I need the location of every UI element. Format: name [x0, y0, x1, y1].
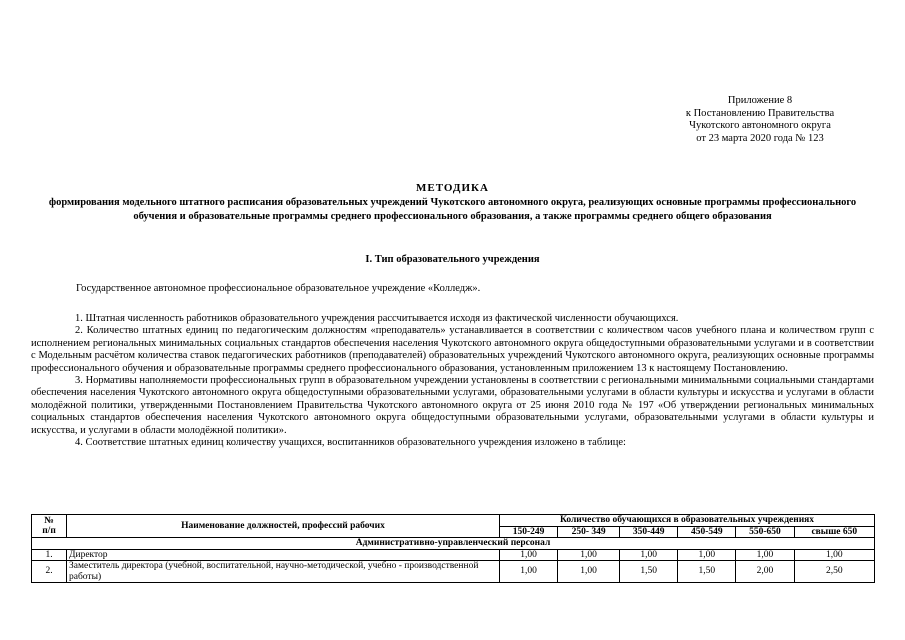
row-value: 1,00	[794, 549, 874, 561]
appendix-line-2: к Постановлению Правительства	[685, 107, 835, 119]
paragraph-3: 3. Нормативы наполняемости профессиональных групп в образовательном учреждении установлены в соответствии с региональными минимальными социальными стандартами обеспечения населения Чукотского автономного округа общедоступными образовательными услугами, образовательными услугами в области культуры и искусства и услугами в области молодёжной политики, утвержденными Постановлением Правительства Чукотского автономного округа от 25 июня 2010 года № 197 «Об утверждении региональных минимальных социальных стандартов обеспечения населения Чукотского автономного округа общедоступными образовательными услугами, образовательными услугами в области культуры и искусства, и услугами в области молодёжной политики».	[31, 375, 874, 436]
row-value: 1,00	[736, 549, 794, 561]
row-value: 1,00	[620, 549, 678, 561]
header-position-name: Наименование должностей, профессий рабочих	[67, 515, 500, 538]
document-subtitle: формирования модельного штатного расписания образовательных учреждений Чукотского автономного округа, реализующих основные программы профессионального обучения и образовательные программы среднего профессионального образования, а также программы среднего общего образования	[48, 197, 857, 222]
row-value: 1,50	[678, 561, 736, 583]
range-1: 250- 349	[558, 526, 620, 538]
row-position-name: Директор	[67, 549, 500, 561]
document-title: МЕТОДИКА	[416, 182, 489, 194]
appendix-line-4: от 23 марта 2020 года № 123	[696, 132, 824, 144]
appendix-line-1: Приложение 8	[727, 95, 793, 106]
header-number: № п/п	[32, 515, 67, 538]
row-value: 1,00	[678, 549, 736, 561]
table-row	[32, 561, 875, 583]
category-row	[32, 538, 875, 550]
row-value: 1,00	[500, 561, 558, 583]
category-label: Административно-управленческий персонал	[32, 538, 875, 550]
range-5: свыше 650	[794, 526, 874, 538]
staff-table	[31, 514, 875, 583]
table-header-row	[32, 515, 875, 527]
paragraph-2: 2. Количество штатных единиц по педагогическим должностям «преподаватель» устанавливается в соответствии с количеством часов учебного плана и количеством групп с исполнением региональных минимальных социальных стандартов обеспечения населения Чукотского автономного округа общедоступными образовательными услугами и в соответствии с Модельным расчётом количества ставок педагогических работников (преподавателей) образовательных учреждений Чукотского автономного округа, реализующих основные программы профессионального обучения и образовательные программы среднего профессионального образования, установленным приложением 13 к настоящему Постановлению.	[31, 325, 874, 374]
row-value: 1,00	[558, 561, 620, 583]
row-value: 2,50	[794, 561, 874, 583]
table-row	[32, 549, 875, 561]
row-value: 1,50	[620, 561, 678, 583]
organization-type: Государственное автономное профессиональное образовательное учреждение «Колледж».	[76, 283, 481, 294]
appendix-line-3: Чукотского автономного округа	[689, 120, 831, 131]
paragraph-4: 4. Соответствие штатных единиц количеству учащихся, воспитанников образовательного учреждения изложено в таблице:	[75, 437, 626, 449]
range-2: 350-449	[620, 526, 678, 538]
row-number: 1.	[32, 549, 67, 561]
row-position-name: Заместитель директора (учебной, воспитательной, научно-методической, учебно - производственной работы)	[67, 561, 500, 583]
header-student-count: Количество обучающихся в образовательных учреждениях	[500, 515, 875, 527]
range-4: 550-650	[736, 526, 794, 538]
row-value: 1,00	[500, 549, 558, 561]
row-number: 2.	[32, 561, 67, 583]
row-value: 2,00	[736, 561, 794, 583]
appendix-block	[630, 95, 890, 145]
paragraph-1: 1. Штатная численность работников образовательного учреждения рассчитывается исходя из фактической численности обучающихся.	[75, 313, 679, 324]
section-heading: I. Тип образовательного учреждения	[365, 254, 540, 265]
body-paragraphs	[31, 313, 874, 449]
range-3: 450-549	[678, 526, 736, 538]
range-0: 150-249	[500, 526, 558, 538]
row-value: 1,00	[558, 549, 620, 561]
